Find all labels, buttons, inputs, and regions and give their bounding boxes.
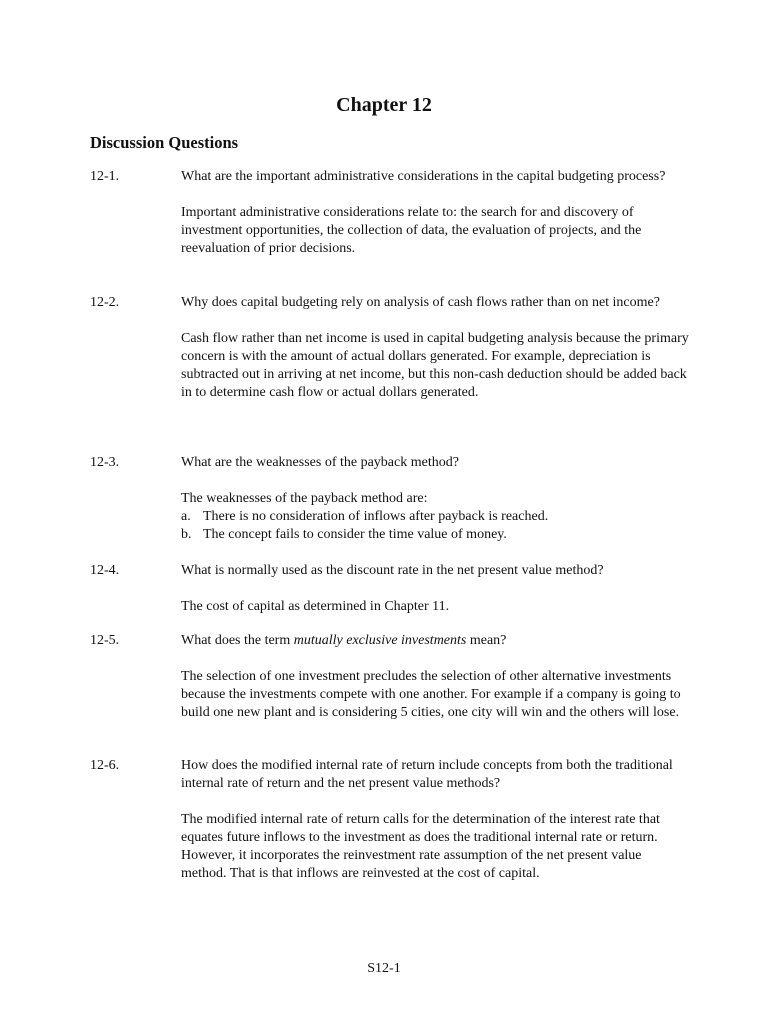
answer-text [181,811,690,883]
answer-paragraph: Important administrative considerations relate to: the search for and discovery of investment opportunities, the collection of data, the evaluation of projects, and the reevaluation of prior decisions. [181,205,642,256]
list-item [181,526,690,544]
answer-text [181,204,690,258]
answer-intro: The weaknesses of the payback method are: [181,491,428,506]
list-marker: a. [181,509,191,524]
question-text: How does the modified internal rate of return include concepts from both the traditional internal rate of return and the net present value methods? [181,758,673,791]
question-block-12-2 [90,294,690,402]
question-number: 12-3. [90,455,120,470]
question-number: 12-4. [90,563,120,578]
question-block-12-3 [90,454,690,544]
question-text-before: What does the term [181,633,294,648]
answer-text [181,598,690,616]
section-heading: Discussion Questions [90,133,239,152]
question-block-12-6 [90,757,690,883]
list-marker: b. [181,527,192,542]
answer-paragraph: Cash flow rather than net income is used in capital budgeting analysis because the primary concern is with the amount of actual dollars generated. For example, depreciation is subtracted out in arriving at net income, but this non-cash deduction should be added back in to determine cash flow or actual dollars generated. [181,331,689,400]
question-block-12-1 [90,168,690,258]
question-text: What are the weaknesses of the payback method? [181,455,459,470]
answer-paragraph: The modified internal rate of return calls for the determination of the interest rate that equates future inflows to the investment as does the traditional internal rate or return. However, it incorporates the reinvestment rate assumption of the net present value method. That is that inflows are reinvested at the cost of capital. [181,812,660,881]
answer-paragraph: The cost of capital as determined in Chapter 11. [181,599,450,614]
question-text: What is normally used as the discount rate in the net present value method? [181,563,604,578]
question-number: 12-5. [90,633,120,648]
question-text: Why does capital budgeting rely on analysis of cash flows rather than on net income? [181,295,660,310]
list-item-text: The concept fails to consider the time value of money. [203,527,507,542]
list-item-text: There is no consideration of inflows after payback is reached. [203,509,549,524]
question-text [181,632,690,650]
answer-text [181,330,690,402]
question-number: 12-2. [90,295,120,310]
answer-paragraph: The selection of one investment precludes the selection of other alternative investments because the investments compete with one another. For example if a company is going to build one new plant and is considering 5 cities, one city will win and the others will lose. [181,669,681,720]
chapter-title: Chapter 12 [336,94,432,116]
answer-text [181,668,690,722]
list-item [181,508,690,526]
question-emphasis: mutually exclusive investments [293,633,467,648]
answer-text [181,490,690,544]
question-text: What are the important administrative considerations in the capital budgeting process? [181,169,666,184]
question-block-12-4 [90,562,690,616]
question-block-12-5 [90,632,690,722]
question-text-after: mean? [466,633,507,648]
weakness-list [181,508,690,544]
question-number: 12-1. [90,169,120,184]
question-number: 12-6. [90,758,120,773]
page-number: S12-1 [367,961,401,976]
